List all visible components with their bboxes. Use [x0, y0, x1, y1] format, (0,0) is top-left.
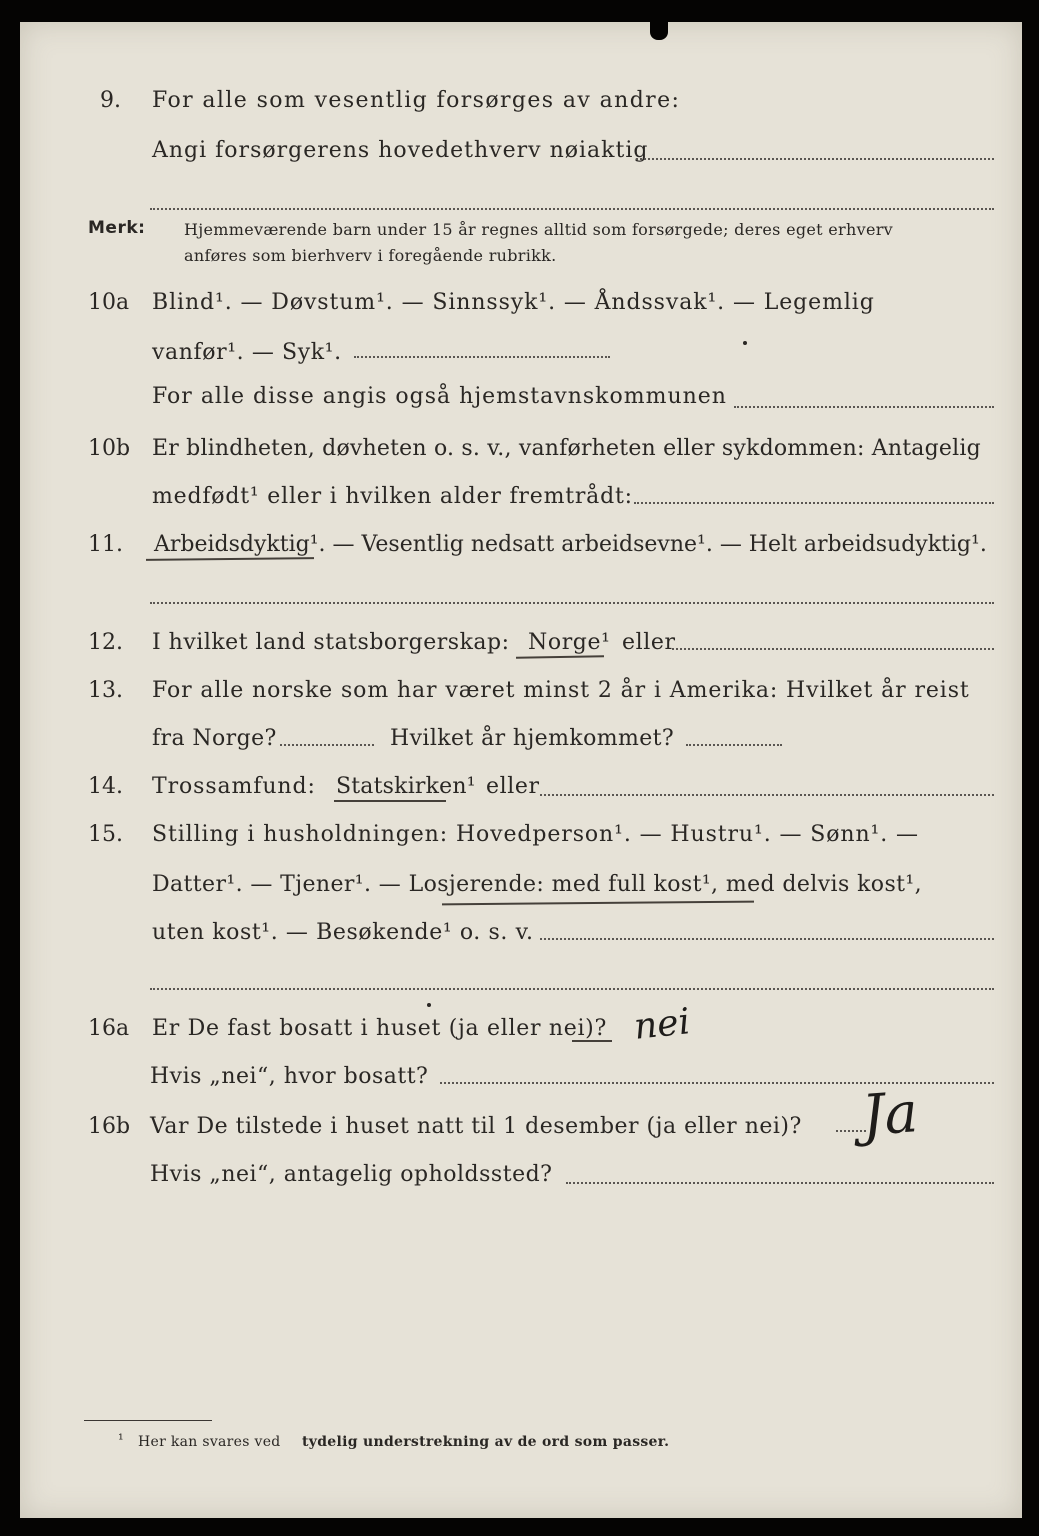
q14-line1-a: Trossamfund: [152, 774, 316, 799]
q13-line2-b: Hvilket år hjemkommet? [390, 726, 675, 751]
q11-number: 11. [88, 532, 123, 557]
q15-line2: Datter¹. — Tjener¹. — Losjerende: med full kost¹, med delvis kost¹, [152, 872, 922, 897]
q10b-answer-line[interactable] [634, 502, 994, 504]
q10a-line3: For alle disse angis også hjemstavnskommunen [152, 384, 727, 409]
q13-departure-line[interactable] [280, 744, 374, 746]
q13-line2-a: fra Norge? [152, 726, 277, 751]
q14-answer-line[interactable] [540, 794, 994, 796]
merk-label: Merk: [88, 218, 146, 238]
q15-number: 15. [88, 822, 123, 847]
q13-line1: For alle norske som har været minst 2 år i Amerika: Hvilket år reist [152, 678, 970, 703]
q12-number: 12. [88, 630, 123, 655]
q16b-line1: Var De tilstede i huset natt til 1 desember (ja eller nei)? [150, 1114, 802, 1139]
q10a-number: 10a [88, 290, 130, 315]
q10a-hometown-line[interactable] [734, 406, 994, 408]
q16a-number: 16a [88, 1016, 130, 1041]
q13-number: 13. [88, 678, 123, 703]
q10b-line1: Er blindheten, døvheten o. s. v., vanførheten eller sykdommen: Antagelig [152, 436, 981, 461]
q16b-answer-line[interactable] [836, 1130, 866, 1132]
q16a-handwritten-answer[interactable]: nei [632, 1001, 693, 1048]
q16a-line1: Er De fast bosatt i huset (ja eller nei)? [152, 1016, 607, 1041]
merk-line2: anføres som bierhverv i foregående rubrikk. [184, 246, 557, 265]
q14-underline-statskirken [334, 800, 446, 802]
q14-line1-c: eller [486, 774, 540, 799]
q16b-number: 16b [88, 1114, 131, 1139]
q16a-underline-nei [572, 1040, 612, 1042]
q10b-line2: medfødt¹ eller i hvilken alder fremtrådt: [152, 484, 633, 509]
merk-line1: Hjemmeværende barn under 15 år regnes alltid som forsørgede; deres eget erhverv [184, 220, 893, 239]
footnote-text-b: tydelig understrekning av de ord som passer. [302, 1434, 670, 1450]
q15-line1: Stilling i husholdningen: Hovedperson¹. — Hustru¹. — Sønn¹. — [152, 822, 919, 847]
q10b-number: 10b [88, 436, 131, 461]
q12-line1-a: I hvilket land statsborgerskap: [152, 630, 510, 655]
q15-line3: uten kost¹. — Besøkende¹ o. s. v. [152, 920, 534, 945]
q9-answer-line[interactable] [636, 158, 994, 160]
q14-number: 14. [88, 774, 123, 799]
q13-return-line[interactable] [686, 744, 782, 746]
q12-line1-c: eller [622, 630, 676, 655]
q16b-line2: Hvis „nei“, antagelig opholdssted? [150, 1162, 553, 1187]
q9-number: 9. [100, 88, 121, 113]
q14-line1-b: Statskirken¹ [336, 774, 476, 799]
q12-answer-line[interactable] [672, 648, 994, 650]
q12-line1-b: Norge¹ [528, 630, 611, 655]
q10a-line1: Blind¹. — Døvstum¹. — Sinnssyk¹. — Åndssvak¹. — Legemlig [152, 290, 875, 315]
q16b-answer-line2[interactable] [566, 1182, 994, 1184]
footnote-text-a: Her kan svares ved [138, 1434, 281, 1450]
paper-tear [650, 18, 668, 40]
q16b-handwritten-answer[interactable]: Ja [859, 1080, 921, 1149]
q11-answer-line[interactable] [150, 602, 994, 604]
q11-line1: Arbeidsdyktig¹. — Vesentlig nedsatt arbeidsevne¹. — Helt arbeidsudyktig¹. [154, 532, 987, 557]
q9-question-line2: Angi forsørgerens hovedethverv nøiaktig [152, 138, 649, 163]
ink-dot [427, 1003, 431, 1007]
q15-answer-line[interactable] [540, 938, 994, 940]
footnote-rule [84, 1420, 212, 1421]
q10a-answer-line[interactable] [354, 356, 610, 358]
q9-question-line1: For alle som vesentlig forsørges av andre: [152, 88, 681, 113]
q16a-line2: Hvis „nei“, hvor bosatt? [150, 1064, 429, 1089]
q9-answer-line2[interactable] [150, 208, 994, 210]
footnote-marker: ¹ [118, 1432, 124, 1448]
q15-answer-line2[interactable] [150, 988, 994, 990]
ink-dot [743, 341, 747, 345]
q10a-line2: vanfør¹. — Syk¹. [152, 340, 342, 365]
